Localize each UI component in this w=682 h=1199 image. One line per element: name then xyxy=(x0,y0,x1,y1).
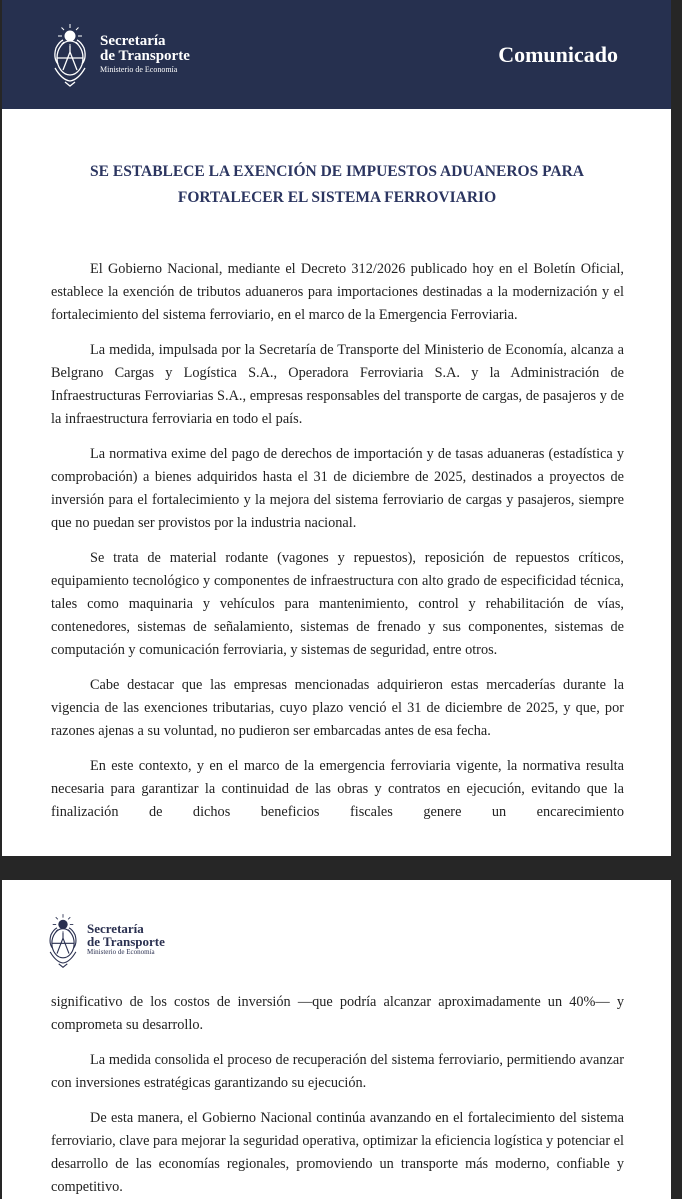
argentina-coat-of-arms-icon xyxy=(45,909,81,969)
paragraph-continuation: significativo de los costos de inversión —que podría alcanzar aproximadamente un 40%— y comprometa su desarrollo. xyxy=(51,994,624,1033)
secretaria-transporte-logo xyxy=(87,922,165,956)
brand-ministry: Ministerio de Economía xyxy=(87,948,155,956)
paragraph: La normativa exime del pago de derechos de importación y de tasas aduaneras (estadística y comprobación) a bienes adquiridos hasta el 31 de diciembre de 2025, destinados a proyectos de inversión para el fortalecimiento y la mejora del sistema ferroviario de cargas y pasajeros, siempre que no puedan ser provistos por la industria nacional. xyxy=(51,446,624,531)
document-title: SE ESTABLECE LA EXENCIÓN DE IMPUESTOS ADUANEROS PARA FORTALECER EL SISTEMA FERROVIARIO xyxy=(90,163,584,206)
paragraph: Se trata de material rodante (vagones y repuestos), reposición de repuestos críticos, equipamiento tecnológico y componentes de infraestructura con alto grado de especificidad técnica, tales como maquinaria y vehículos para mantenimiento, control y rehabilitación de vías, contenedores, sistemas de señalamiento, sistemas de frenado y sus componentes, sistemas de computación y comunicación ferroviaria, y sistemas de seguridad, entre otros. xyxy=(51,550,624,658)
document-page-1 xyxy=(2,0,671,856)
paragraph: La medida, impulsada por la Secretaría de Transporte del Ministerio de Economía, alcanza a Belgrano Cargas y Logística S.A., Operadora Ferroviaria S.A. y la Administración de Infraestructuras Ferroviarias S.A., empresas responsables del transporte de cargas, de pasajeros y de la infraestructura ferroviaria en todo el país. xyxy=(51,342,624,427)
paragraph: El Gobierno Nacional, mediante el Decreto 312/2026 publicado hoy en el Boletín Oficial, establece la exención de tributos aduaneros para importaciones destinadas a la modernización y el fortalecimiento del sistema ferroviario, en el marco de la Emergencia Ferroviaria. xyxy=(51,261,624,323)
paragraph: La medida consolida el proceso de recuperación del sistema ferroviario, permitiendo avanzar con inversiones estratégicas garantizando su ejecución. xyxy=(51,1052,624,1091)
paragraph: De esta manera, el Gobierno Nacional continúa avanzando en el fortalecimiento del sistema ferroviario, clave para mejorar la seguridad operativa, optimizar la eficiencia logística y potenciar el desarrollo de las economías regionales, promoviendo un transporte más moderno, confiable y competitivo. xyxy=(51,1110,624,1195)
brand-line-1: Secretaría xyxy=(87,921,144,936)
brand-line-2: de Transporte xyxy=(87,934,165,949)
page2-body xyxy=(51,991,624,1199)
paragraph: Cabe destacar que las empresas mencionadas adquirieron estas mercaderías durante la vigencia de las exenciones tributarias, cuyo plazo venció el 31 de diciembre de 2025, y que, por razones ajenas a su voluntad, no pudieron ser embarcadas antes de esa fecha. xyxy=(51,677,624,739)
argentina-coat-of-arms-icon xyxy=(50,18,90,88)
brand-ministry: Ministerio de Economía xyxy=(100,65,178,74)
document-page-2 xyxy=(2,880,671,1199)
brand-line-1: Secretaría xyxy=(100,33,166,49)
page1-body xyxy=(51,258,624,836)
page-header xyxy=(2,0,671,109)
brand-line-2: de Transporte xyxy=(100,48,190,64)
document-type-label: Comunicado xyxy=(498,42,618,67)
secretaria-transporte-logo xyxy=(100,34,190,74)
paragraph: En este contexto, y en el marco de la emergencia ferroviaria vigente, la normativa resulta necesaria para garantizar la continuidad de las obras y contratos en ejecución, evitando que la finalización de dichos beneficios fiscales genere un encarecimiento xyxy=(51,758,624,820)
